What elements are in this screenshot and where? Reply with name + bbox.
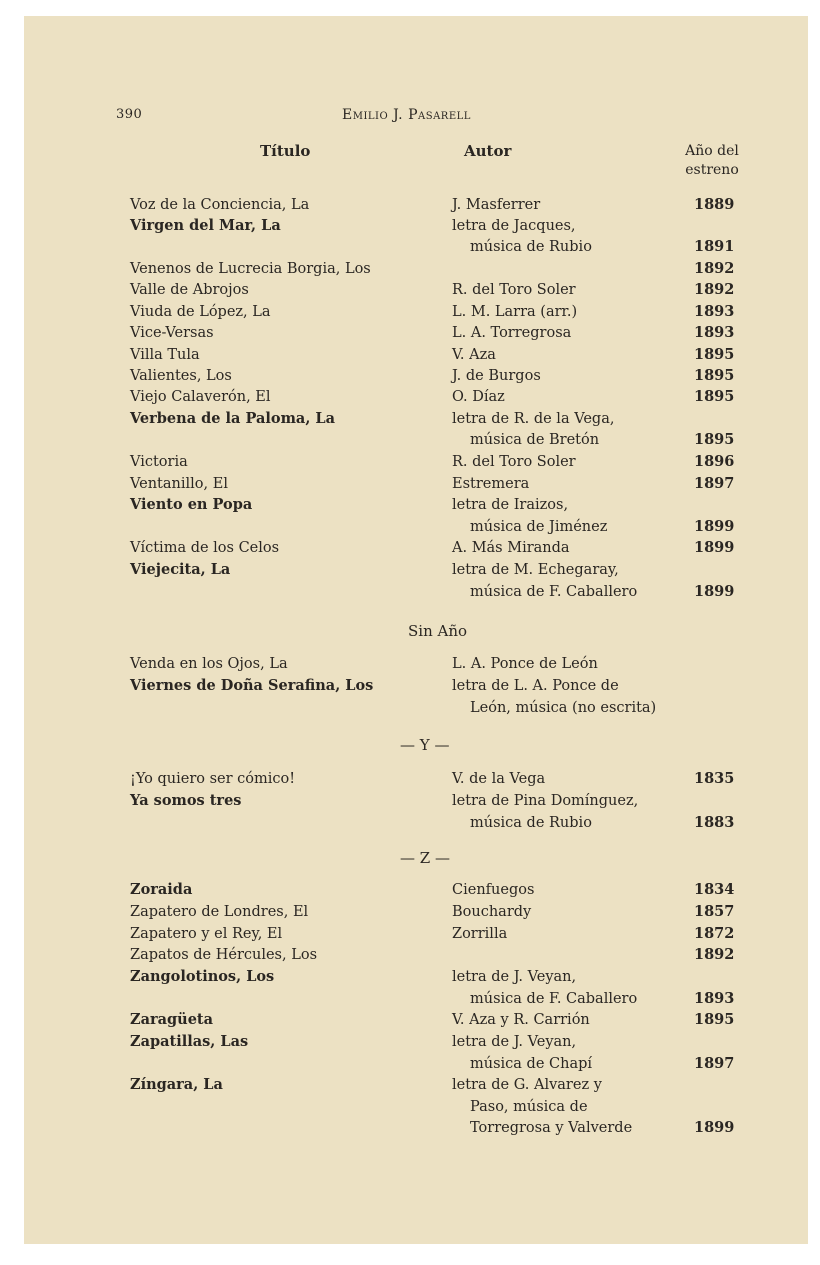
section-heading-sin-ano: Sin Año xyxy=(408,622,468,640)
entry-title: Ventanillo, El xyxy=(130,476,228,492)
entry-year: 1896 xyxy=(694,453,735,470)
entry-title: Viento en Popa xyxy=(130,496,253,513)
entry-author: L. A. Ponce de León xyxy=(452,656,598,672)
entry-title: Ya somos tres xyxy=(130,792,242,809)
entry-author: Bouchardy xyxy=(452,904,532,920)
entry-title: Voz de la Conciencia, La xyxy=(130,197,310,213)
entry-year: 1872 xyxy=(694,925,735,942)
entry-author: letra de Jacques, xyxy=(452,218,576,234)
entry-title: Zaragüeta xyxy=(130,1011,214,1028)
entry-author: A. Más Miranda xyxy=(452,540,570,556)
entry-title: Villa Tula xyxy=(130,347,200,363)
entry-author-cont: música de Bretón xyxy=(470,432,600,448)
entry-title: Venda en los Ojos, La xyxy=(130,656,288,672)
entry-year: 1883 xyxy=(694,814,735,831)
entry-title: Zoraida xyxy=(130,881,193,898)
entry-author: letra de J. Veyan, xyxy=(452,1034,577,1050)
entry-year: 1892 xyxy=(694,946,735,963)
entry-author: letra de G. Alvarez y xyxy=(452,1077,602,1093)
entry-year: 1899 xyxy=(694,518,735,535)
section-heading-y: — Y — xyxy=(400,736,450,754)
entry-title: ¡Yo quiero ser cómico! xyxy=(130,771,296,787)
entry-title: Zangolotinos, Los xyxy=(130,968,275,985)
entry-author-cont: música de F. Caballero xyxy=(470,991,638,1007)
entry-author: R. del Toro Soler xyxy=(452,282,576,298)
entry-year: 1893 xyxy=(694,990,735,1007)
entry-author-cont: Paso, música de xyxy=(470,1099,588,1115)
entry-author: letra de Iraizos, xyxy=(452,497,569,513)
entry-author: letra de R. de la Vega, xyxy=(452,411,615,427)
entry-year: 1893 xyxy=(694,303,735,320)
entry-author: V. Aza y R. Carrión xyxy=(452,1012,590,1028)
entry-title: Valientes, Los xyxy=(130,368,232,384)
entry-title: Valle de Abrojos xyxy=(130,282,249,298)
entry-author: O. Díaz xyxy=(452,389,505,405)
entry-author: Estremera xyxy=(452,476,530,492)
entry-year: 1892 xyxy=(694,281,735,298)
entry-year: 1857 xyxy=(694,903,735,920)
entry-year: 1895 xyxy=(694,1011,735,1028)
header-title: Título xyxy=(260,142,311,160)
entry-title: Viuda de López, La xyxy=(130,304,271,320)
entry-title: Venenos de Lucrecia Borgia, Los xyxy=(130,261,371,277)
entry-title: Zapatillas, Las xyxy=(130,1033,249,1050)
entry-author: Zorrilla xyxy=(452,926,508,942)
header-year-line1: Año del xyxy=(685,143,739,159)
entry-author: L. A. Torregrosa xyxy=(452,325,572,341)
entry-year: 1895 xyxy=(694,367,735,384)
entry-author: V. de la Vega xyxy=(452,771,546,787)
entry-title: Virgen del Mar, La xyxy=(130,217,281,234)
entry-author-cont: música de Rubio xyxy=(470,815,592,831)
entry-author: letra de J. Veyan, xyxy=(452,969,577,985)
entry-title: Zapatos de Hércules, Los xyxy=(130,947,318,963)
entry-author-cont: música de F. Caballero xyxy=(470,584,638,600)
page-number: 390 xyxy=(116,107,143,122)
entry-year: 1834 xyxy=(694,881,735,898)
entry-author-cont: música de Chapí xyxy=(470,1056,593,1072)
entry-author: R. del Toro Soler xyxy=(452,454,576,470)
header-author: Autor xyxy=(464,142,512,160)
entry-author-cont: música de Rubio xyxy=(470,239,592,255)
entry-year: 1889 xyxy=(694,196,735,213)
entry-year: 1891 xyxy=(694,238,735,255)
entry-title: Zapatero de Londres, El xyxy=(130,904,309,920)
entry-year: 1892 xyxy=(694,260,735,277)
entry-year: 1835 xyxy=(694,770,735,787)
entry-author: J. de Burgos xyxy=(452,368,541,384)
entry-year: 1899 xyxy=(694,539,735,556)
entry-title: Viejo Calaverón, El xyxy=(130,389,271,405)
entry-author: letra de M. Echegaray, xyxy=(452,562,619,578)
entry-author: letra de Pina Domínguez, xyxy=(452,793,639,809)
entry-year: 1895 xyxy=(694,388,735,405)
entry-year: 1897 xyxy=(694,475,735,492)
entry-author: J. Masferrer xyxy=(452,197,541,213)
entry-author: Cienfuegos xyxy=(452,882,535,898)
section-heading-z: — Z — xyxy=(400,849,450,867)
scanned-page xyxy=(24,16,808,1244)
entry-year: 1897 xyxy=(694,1055,735,1072)
entry-author-cont: Torregrosa y Valverde xyxy=(470,1120,633,1136)
entry-title: Viernes de Doña Serafina, Los xyxy=(130,677,374,694)
entry-author-cont: música de Jiménez xyxy=(470,519,608,535)
entry-author: letra de L. A. Ponce de xyxy=(452,678,619,694)
entry-title: Viejecita, La xyxy=(130,561,231,578)
entry-title: Zíngara, La xyxy=(130,1076,223,1093)
entry-year: 1899 xyxy=(694,1119,735,1136)
entry-title: Victoria xyxy=(130,454,188,470)
entry-author: V. Aza xyxy=(452,347,496,363)
header-year-line2: estreno xyxy=(685,162,739,178)
entry-year: 1899 xyxy=(694,583,735,600)
entry-year: 1893 xyxy=(694,324,735,341)
entry-author-cont: León, música (no escrita) xyxy=(470,700,657,716)
running-head: Emilio J. Pasarell xyxy=(342,107,471,123)
entry-title: Verbena de la Paloma, La xyxy=(130,410,336,427)
entry-year: 1895 xyxy=(694,346,735,363)
entry-title: Víctima de los Celos xyxy=(130,540,280,556)
entry-title: Vice-Versas xyxy=(130,325,214,341)
entry-author: L. M. Larra (arr.) xyxy=(452,304,578,320)
entry-title: Zapatero y el Rey, El xyxy=(130,926,283,942)
entry-year: 1895 xyxy=(694,431,735,448)
